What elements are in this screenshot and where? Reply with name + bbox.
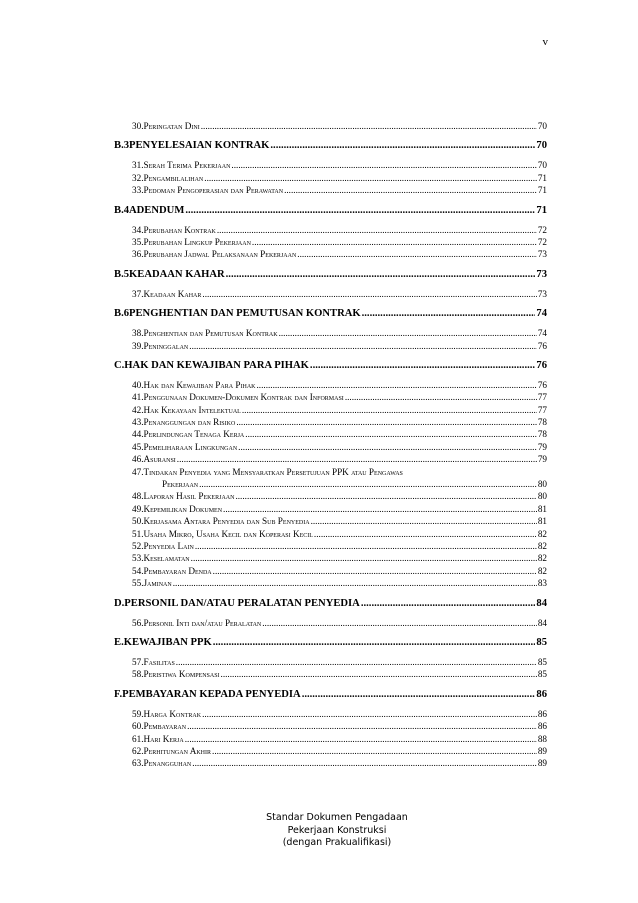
toc-entry[interactable]: [114, 327, 547, 339]
toc-entry[interactable]: [114, 490, 547, 502]
toc-page-number: 85: [536, 636, 547, 648]
dot-leader: [185, 203, 535, 219]
toc-page-number: 72: [537, 236, 547, 247]
toc-entry-label: 49.Kepemilikan Dokumen: [132, 503, 223, 514]
dot-leader: [202, 288, 536, 300]
toc-entry[interactable]: [114, 379, 547, 391]
toc-entry[interactable]: [114, 184, 547, 196]
toc-entry-label: 48.Laporan Hasil Pekerjaan: [132, 491, 235, 502]
toc-entry[interactable]: [114, 453, 547, 465]
toc-entry[interactable]: [114, 503, 547, 515]
dot-leader: [195, 540, 537, 552]
dot-leader: [189, 340, 537, 352]
toc-page-number: 85: [537, 656, 547, 667]
dot-leader: [245, 428, 537, 440]
toc-entry[interactable]: [114, 441, 547, 453]
toc-entry-label: 63.Penangguhan: [132, 758, 192, 769]
dot-leader: [235, 490, 536, 502]
toc-entry-label: 35.Perubahan Lingkup Pekerjaan: [132, 236, 251, 247]
toc-page-number: 78: [537, 417, 547, 428]
toc-page-number: 86: [537, 721, 547, 732]
toc-page-number: 79: [537, 454, 547, 465]
toc-page-number: 72: [537, 224, 547, 235]
toc-page-number: 70: [537, 160, 547, 171]
footer-line-1: Standar Dokumen Pengadaan: [266, 812, 408, 823]
toc-entry[interactable]: [114, 552, 547, 564]
dot-leader: [361, 596, 536, 612]
toc-page-number: 73: [537, 288, 547, 299]
toc-page-number: 73: [537, 249, 547, 260]
toc-entry[interactable]: [114, 236, 547, 248]
toc-entry[interactable]: [114, 577, 547, 589]
page-footer: [0, 812, 638, 850]
toc-page-number: 70: [537, 121, 547, 131]
toc-entry[interactable]: [114, 428, 547, 440]
toc-entry-label: 42.Hak Kekayaan Intelektual: [132, 404, 241, 415]
toc-section-heading[interactable]: [114, 358, 547, 374]
toc-page-number: 76: [537, 340, 547, 351]
toc-entry-label: 43.Penanggungan dan Risiko: [132, 417, 236, 428]
dot-leader: [362, 306, 536, 322]
dot-leader: [201, 120, 537, 132]
toc-entry-label: 51.Usaha Mikro, Usaha Kecil dan Koperasi Kecil: [132, 528, 313, 539]
toc-section-label: B.5KEADAAN KAHAR: [114, 268, 225, 280]
toc-section-label: B.6PENGHENTIAN DAN PEMUTUSAN KONTRAK: [114, 308, 361, 320]
toc-entry-label: 46.Asuransi: [132, 454, 176, 465]
dot-leader: [187, 720, 537, 732]
toc-entry-label: 55.Jaminan: [132, 578, 172, 589]
toc-page-number: 83: [537, 578, 547, 589]
dot-leader: [204, 172, 537, 184]
toc-entry-label-continued: Pekerjaan: [162, 479, 199, 490]
toc-page-number: 82: [537, 540, 547, 551]
toc-entry[interactable]: [114, 745, 547, 757]
toc-entry-label: 54.Pembayaran Denda: [132, 565, 212, 576]
dot-leader: [217, 224, 537, 236]
toc-page-number: 80: [537, 479, 547, 490]
dot-leader: [223, 503, 537, 515]
toc-page-number: 76: [536, 359, 547, 371]
toc-entry-label: 37.Keadaan Kahar: [132, 288, 202, 299]
dot-leader: [226, 267, 536, 283]
dot-leader: [213, 565, 537, 577]
toc-entry-label: 61.Hari Kerja: [132, 733, 184, 744]
toc-entry[interactable]: [114, 391, 547, 403]
toc-section-heading[interactable]: [114, 267, 547, 283]
toc-entry[interactable]: [114, 288, 547, 300]
page-number: v: [542, 36, 548, 48]
toc-section-heading[interactable]: [114, 687, 547, 703]
toc-page-number: 89: [537, 758, 547, 769]
toc-entry-label: 31.Serah Terima Pekerjaan: [132, 160, 231, 171]
toc-page-number: 74: [536, 308, 547, 320]
toc-page-number: 73: [536, 268, 547, 280]
toc-entry-label: 34.Perubahan Kontrak: [132, 224, 216, 235]
toc-entry-label: 59.Harga Kontrak: [132, 708, 202, 719]
toc-entry[interactable]: [114, 720, 547, 732]
toc-entry[interactable]: [114, 340, 547, 352]
toc-entry[interactable]: [114, 656, 547, 668]
toc-entry[interactable]: [114, 120, 547, 132]
toc-entry-continuation: [132, 478, 547, 490]
toc-page-number: 81: [537, 516, 547, 527]
toc-entry[interactable]: [114, 159, 547, 171]
toc-entry-label: 44.Perlindungan Tenaga Kerja: [132, 429, 245, 440]
toc-entry[interactable]: [114, 515, 547, 527]
toc-page-number: 70: [536, 140, 547, 152]
toc-section-label: B.3PENYELESAIAN KONTRAK: [114, 140, 270, 152]
toc-section-heading[interactable]: [114, 306, 547, 322]
toc-entry[interactable]: [114, 668, 547, 680]
toc-entry[interactable]: [114, 708, 547, 720]
toc-entry-label: 32.Pengambilalihan: [132, 172, 204, 183]
dot-leader: [202, 708, 537, 720]
toc-entry-label: 40.Hak dan Kewajiban Para Pihak: [132, 379, 256, 390]
toc-section-label: B.4ADENDUM: [114, 204, 185, 216]
toc-entry[interactable]: [114, 757, 547, 769]
dot-leader: [191, 552, 537, 564]
dot-leader: [311, 515, 537, 527]
dot-leader: [252, 236, 537, 248]
toc-page-number: 80: [537, 491, 547, 502]
dot-leader: [297, 248, 537, 260]
toc-page-number: 71: [536, 204, 547, 216]
toc-page-number: 79: [537, 441, 547, 452]
toc-page-number: 82: [537, 553, 547, 564]
toc-entry[interactable]: [114, 172, 547, 184]
toc-section-label: E.KEWAJIBAN PPK: [114, 636, 212, 648]
toc-entry-label: 56.Personil Inti dan/atau Peralatan: [132, 617, 262, 628]
toc-entry-label: 45.Pemeliharaan Lingkungan: [132, 441, 238, 452]
toc-entry-label: 41.Penggunaan Dokumen-Dokumen Kontrak dan Informasi: [132, 392, 344, 403]
toc-entry-label: 47.Tindakan Penyedia yang Mensyaratkan Persetujuan PPK atau Pengawas: [132, 466, 403, 477]
toc-section-heading[interactable]: [114, 596, 547, 612]
dot-leader: [231, 159, 536, 171]
toc-entry-label: 62.Perhitungan Akhir: [132, 745, 212, 756]
toc-entry[interactable]: [114, 416, 547, 428]
toc-entry[interactable]: [114, 248, 547, 260]
toc-page-number: 89: [537, 745, 547, 756]
table-of-contents: [114, 120, 547, 770]
toc-entry-label: 60.Pembayaran: [132, 721, 187, 732]
dot-leader: [212, 745, 537, 757]
toc-section-label: D.PERSONIL DAN/ATAU PERALATAN PENYEDIA: [114, 597, 360, 609]
toc-page-number: 85: [537, 669, 547, 680]
dot-leader: [242, 404, 537, 416]
toc-entry[interactable]: [114, 733, 547, 745]
toc-page-number: 74: [537, 328, 547, 339]
toc-section-label: F.PEMBAYARAN KEPADA PENYEDIA: [114, 688, 301, 700]
toc-entry-label: 57.Fasilitas: [132, 656, 175, 667]
dot-leader: [192, 757, 537, 769]
toc-page-number: 84: [536, 597, 547, 609]
dot-leader: [257, 379, 537, 391]
dot-leader: [185, 733, 537, 745]
toc-page-number: 84: [537, 617, 547, 628]
toc-page-number: 78: [537, 429, 547, 440]
dot-leader: [177, 453, 537, 465]
toc-entry-label: 52.Penyedia Lain: [132, 540, 194, 551]
toc-entry[interactable]: [114, 540, 547, 552]
toc-entry[interactable]: [114, 404, 547, 416]
dot-leader: [302, 687, 536, 703]
toc-entry[interactable]: [114, 466, 547, 491]
toc-page-number: 77: [537, 404, 547, 415]
toc-entry-label: 50.Kerjasama Antara Penyedia dan Sub Penyedia: [132, 516, 310, 527]
dot-leader: [284, 184, 537, 196]
toc-section-heading[interactable]: [114, 635, 547, 651]
toc-page-number: 71: [537, 172, 547, 183]
dot-leader: [310, 358, 535, 374]
toc-entry-label: 36.Perubahan Jadwal Pelaksanaan Pekerjaan: [132, 249, 297, 260]
footer-line-3: (dengan Prakualifikasi): [282, 837, 392, 848]
toc-page-number: 76: [537, 379, 547, 390]
toc-section-label: C.HAK DAN KEWAJIBAN PARA PIHAK: [114, 359, 309, 371]
toc-entry-label: 53.Keselamatan: [132, 553, 190, 564]
dot-leader: [176, 656, 537, 668]
toc-section-heading[interactable]: [114, 203, 547, 219]
dot-leader: [199, 478, 537, 490]
toc-entry-label: 58.Peristiwa Kompensasi: [132, 669, 220, 680]
footer-line-2: Pekerjaan Konstruksi: [287, 824, 387, 836]
toc-entry[interactable]: [114, 565, 547, 577]
dot-leader: [221, 668, 537, 680]
toc-page-number: 88: [537, 733, 547, 744]
toc-entry-label: 33.Pedoman Pengoperasian dan Perawatan: [132, 185, 284, 196]
toc-entry[interactable]: [114, 617, 547, 629]
toc-entry-label: 39.Peninggalan: [132, 340, 189, 351]
toc-entry[interactable]: [114, 224, 547, 236]
dot-leader: [345, 391, 537, 403]
toc-entry-label: 38.Penghentian dan Pemutusan Kontrak: [132, 328, 278, 339]
dot-leader: [173, 577, 537, 589]
dot-leader: [238, 441, 537, 453]
toc-entry[interactable]: [114, 528, 547, 540]
dot-leader: [236, 416, 537, 428]
dot-leader: [262, 617, 537, 629]
toc-page-number: 77: [537, 392, 547, 403]
dot-leader: [314, 528, 537, 540]
dot-leader: [270, 138, 535, 154]
toc-section-heading[interactable]: [114, 138, 547, 154]
toc-page-number: 86: [536, 688, 547, 700]
toc-entry-label: 30.Peringatan Dini: [132, 121, 200, 131]
toc-page-number: 71: [537, 185, 547, 196]
toc-page-number: 86: [537, 708, 547, 719]
dot-leader: [213, 635, 536, 651]
toc-page-number: 81: [537, 503, 547, 514]
toc-page-number: 82: [537, 528, 547, 539]
toc-page-number: 82: [537, 565, 547, 576]
dot-leader: [279, 327, 537, 339]
